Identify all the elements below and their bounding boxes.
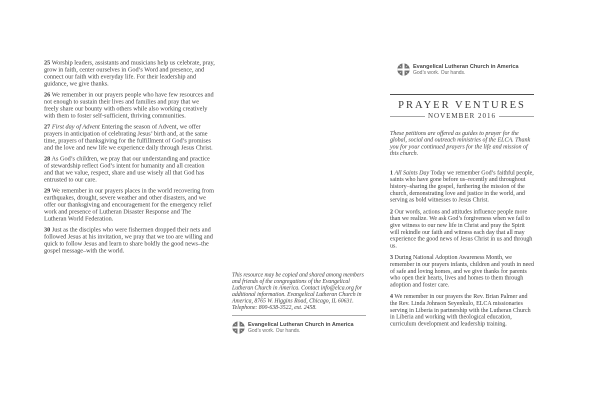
elca-logo-tagline: God’s work. Our hands. (248, 328, 301, 334)
prayer-day-number: 25 (44, 59, 51, 66)
right-prayer-column (390, 169, 534, 327)
prayer-item (390, 254, 534, 288)
elca-logo-text (413, 64, 519, 76)
prayer-item (44, 59, 215, 87)
prayer-text: We remember in our prayers places in the world recovering from earthquakes, drought, severe weather and other disasters, and we offer our thanksgiving and encouragement for the emergency relief work and presence of Lutheran Disaster Response and The Lutheran World Federation. (44, 187, 214, 222)
prayer-day-number: 29 (44, 187, 51, 194)
publication-date: NOVEMBER 2016 (427, 112, 497, 120)
date-left-rule (390, 116, 425, 117)
elca-logo-text (248, 322, 354, 334)
prayer-day-number: 1 (390, 168, 393, 176)
prayer-item (44, 226, 215, 254)
elca-cross-circle-icon (232, 321, 245, 334)
elca-logo (397, 63, 534, 76)
prayer-day-number: 3 (390, 253, 393, 261)
cover-column (390, 63, 534, 332)
prayer-item (44, 187, 215, 222)
prayer-text: As God’s children, we pray that our understanding and practice of stewardship reflect God’s intent for humanity and all creation and that we value, respect, share and use wisely all that God has entrusted to our care. (44, 155, 210, 183)
prayer-day-number: 30 (44, 226, 51, 233)
prayer-day-label: First day of Advent (51, 123, 100, 130)
reproduction-note: This resource may be copied and shared among members and friends of the congregations of the Evangelical Lutheran Church in America. Contact info@elca.org for additional information. Evangelical Lutheran Church in America, 8765 W. Higgins Road, Chicago, IL 60631. Telephone: 800-638-3522, ext. 2458. (232, 272, 364, 311)
prayer-text: Worship leaders, assistants and musicians help us celebrate, pray, grow in faith, center ourselves in God’s Word and presence, and connect our faith with everyday life. For their leadership and guidance, we give thanks. (44, 59, 215, 87)
prayer-day-number: 2 (390, 207, 393, 215)
elca-logo-tagline: God’s work. Our hands. (413, 70, 466, 76)
prayer-day-label: All Saints Day (394, 168, 430, 176)
prayer-item (390, 169, 534, 203)
divider-rule (232, 316, 366, 317)
prayer-item (44, 91, 215, 119)
elca-cross-circle-icon (397, 63, 410, 76)
prayer-text: Just as the disciples who were fishermen dropped their nets and followed Jesus at his invitation, we pray that we too are willing and quick to follow Jesus and learn to share boldly the good news–the gospel message–with the world. (44, 226, 213, 254)
prayer-text: During National Adoption Awareness Month, we remember in our prayers infants, children and youth in need of safe and loving homes, and we give thanks for parents who open their hearts, lives and homes to them through adoption and foster care. (390, 253, 534, 288)
prayer-day-number: 27 (44, 123, 51, 130)
publication-title: PRAYER VENTURES (398, 98, 526, 111)
prayer-item (390, 293, 534, 327)
masthead (390, 94, 534, 120)
prayer-text: We remember in our prayers people who have few resources and not enough to sustain their lives and families and pray that we freely share our bounty with others while also working creatively with them to foster self-sufficient, thriving communities. (44, 91, 214, 119)
prayer-item (44, 155, 215, 183)
masthead-top-rule (390, 94, 534, 95)
elca-logo-name: Evangelical Lutheran Church in America (413, 63, 519, 70)
prayer-text: We remember in our prayers the Rev. Brian Palmer and the Rev. Linda Johnson Seyenkulo, ELCA missionaries serving in Liberia in partnership with the Lutheran Church in Liberia and working with theological education, curriculum development and leadership training. (390, 292, 531, 327)
copyright-column (232, 272, 366, 334)
prayer-day-number: 4 (390, 292, 393, 300)
prayer-day-number: 26 (44, 91, 51, 98)
intro-paragraph: These petitions are offered as guides to prayer for the global, social and outreach ministries of the ELCA. Thank you for your continued prayers for the life and mission of this church. (390, 129, 531, 157)
prayer-text: Our words, actions and attitudes influence people more than we realize. We ask God’s forgiveness when we fail to give witness to our new life in Christ and pray the Spirit will rekindle our faith and witness each day that all may experience the good news of Jesus Christ in us and through us. (390, 207, 533, 249)
elca-logo (232, 321, 366, 334)
prayer-day-number: 28 (44, 155, 51, 162)
left-prayer-column (44, 59, 215, 258)
publication-date-row (390, 112, 534, 120)
date-right-rule (499, 116, 534, 117)
elca-logo-name: Evangelical Lutheran Church in America (248, 321, 354, 328)
prayer-text: Today we remember God’s faithful people, saints who have gone before us–recently and throughout history–sharing the gospel, furthering the mission of the church, demonstrating love and justice in the world, and serving as bold witnesses to Jesus Christ. (390, 168, 534, 204)
prayer-item (390, 208, 534, 249)
prayer-text: Entering the season of Advent, we offer prayers in anticipation of celebrating Jesus’ birth and, at the same time, prayers of thanksgiving for the fulfillment of God’s promises and the love and new life we experience daily through Jesus Christ. (44, 123, 213, 151)
prayer-item (44, 123, 215, 151)
